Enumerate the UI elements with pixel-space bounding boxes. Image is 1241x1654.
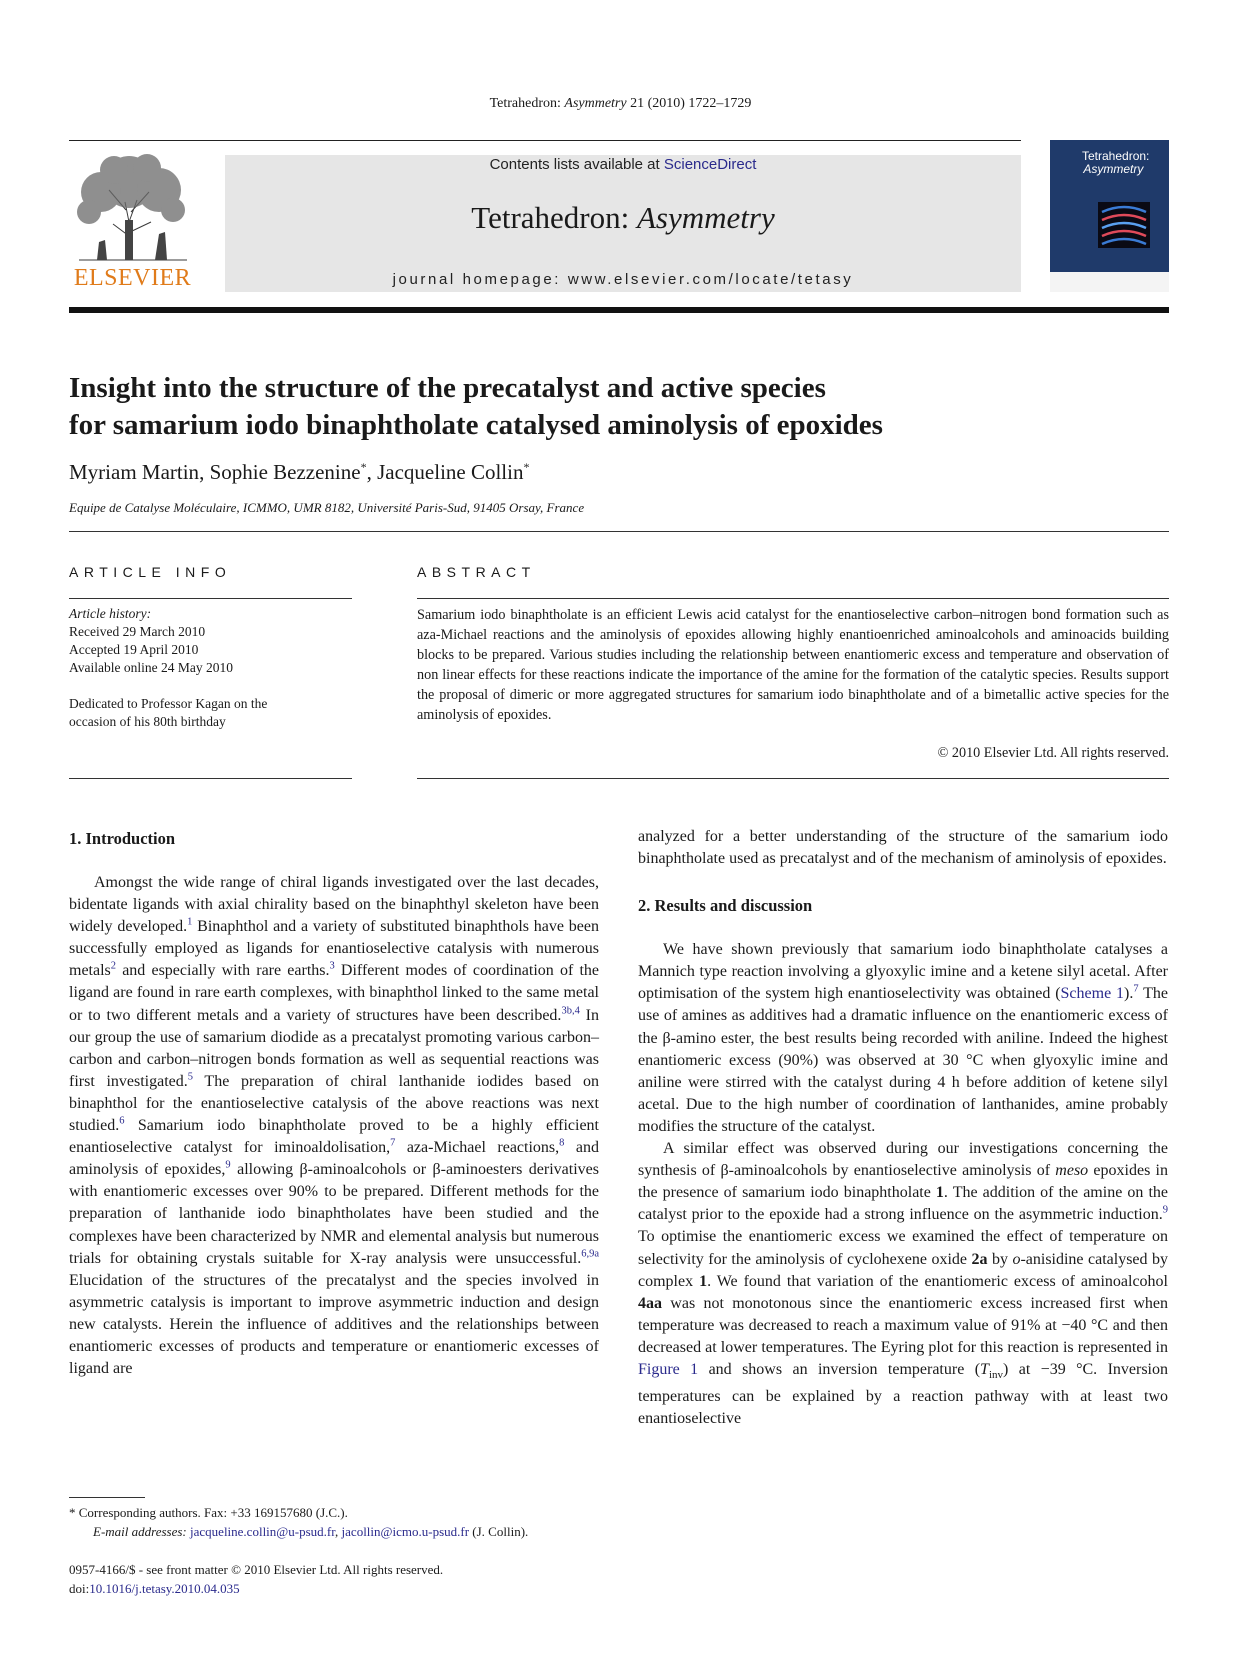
author-list: Myriam Martin, Sophie Bezzenine*, Jacqueline Collin* <box>69 460 530 484</box>
doi-link[interactable]: 10.1016/j.tetasy.2010.04.035 <box>89 1581 240 1596</box>
citation-link[interactable]: 6,9a <box>581 1248 599 1260</box>
citation-link[interactable]: 8 <box>559 1137 565 1149</box>
article-info-heading: ARTICLE INFO <box>69 564 232 580</box>
article-title: Insight into the structure of the precatalyst and active species for samarium iodo binaphtholate catalysed aminolysis of epoxides <box>69 372 883 441</box>
email-link[interactable]: jacqueline.collin@u-psud.fr <box>190 1524 336 1539</box>
elsevier-logo <box>69 152 196 292</box>
sciencedirect-link[interactable]: ScienceDirect <box>663 156 757 173</box>
article-info: Article history: Received 29 March 2010 Accepted 19 April 2010 Available online 24 May 2010 Dedicated to Professor Kagan on the occasion of his 80th birthday <box>69 606 268 729</box>
results-paragraph: A similar effect was observed during our investigations concerning the synthesis of β-aminoalcohols by enantioselective aminolysis of meso epoxides in the presence of samarium iodo binaphtholate 1. The addition of the amine on the catalyst prior to the epoxide had a strong influence on the asymmetric induction.$^9$ To optimise the enantiomeric excess we examined the effect of temperature on selectivity for the aminolysis of cyclohexene oxide 2a by o-anisidine catalysed by complex 1. We found that variation of the enantiomeric excess of aminoalcohol 4aa was not monotonous since the enantiomeric excess increased first when temperature was decreased to reach a maximum value of 91% at −40 °C and then decreased at lower temperatures. The Eyring plot for this reaction is represented in Figure 1 and shows an inversion temperature $(T_{inv})$ at −39 °C. Inversion temperatures can be explained by a reaction pathway with at least two enantioselective <box>638 1140 1169 1428</box>
divider <box>69 598 352 599</box>
citation-link[interactable]: 6 <box>119 1115 125 1127</box>
front-matter: 0957-4166/$ - see front matter © 2010 Elsevier Ltd. All rights reserved. doi:10.1016/j.tetasy.2010.04.035 <box>69 1562 444 1596</box>
affiliation: Equipe de Catalyse Moléculaire, ICMMO, UMR 8182, Université Paris-Sud, 91405 Orsay, France <box>69 500 585 515</box>
journal-citation: Tetrahedron: Asymmetry 21 (2010) 1722–1729 <box>489 96 752 111</box>
footnote-rule <box>69 1497 145 1498</box>
intro-paragraph: Amongst the wide range of chiral ligands investigated over the last decades, bidentate ligands with axial chirality based on the binaphthyl skeleton have been widely developed.$^1$ Binaphthol and a variety of substituted binaphthols have been successfully employed as ligands for enantioselective catalysis with numerous metals$^2$ and especially with rare earths.$^3$ Different modes of coordination of the ligand are found in rare earth complexes, with binaphthol linked to the same metal or to two different metals and a variety of structures have been described.$^{3b,4}$ In our group the use of samarium diodide as a precatalyst promoting various carbon–carbon and carbon–nitrogen bonds formation as well as sequential reactions was first investigated.$^5$ The preparation of chiral lanthanide iodides based on binaphthol for the enantioselective catalysis of the above reactions was next studied.$^6$ Samarium iodo binaphtholate proved to be a highly efficient enantioselective catalyst for iminoaldolisation,$^7$ aza-Michael reactions,$^8$ and aminolysis of epoxides,$^9$ allowing β-aminoalcohols or β-aminoesters derivatives with enantiomeric excesses over 90% to be prepared. Different methods for the preparation of lanthanide iodo binaphtholates have been studied and the complexes have been characterized by NMR and elemental analysis but numerous trials for obtaining crystals suitable for X-ray analysis were unsuccessful.$^{6,9a}$ Elucidation of the structures of the precatalyst and the species involved in asymmetric catalysis is important to improve asymmetric induction and design new catalysts. Herein the influence of additives and the relationships between enantiomeric excesses of products and temperature or enantiomeric excesses of ligand are <box>69 874 600 1378</box>
results-paragraph: We have shown previously that samarium iodo binaphtholate catalyses a Mannich type reaction involving a glyoxylic imine and a ketene silyl acetal. After optimisation of the system high enantioselectivity was obtained (Scheme 1).$^7$ The use of amines as additives had a dramatic influence on the enantiomeric excess of the β-amino ester, the best results being recorded with aniline. Indeed the highest enantiomeric excess (90%) was observed at 30 °C when glyoxylic imine and aniline were stirred with the catalyst during 4 h before addition of ketene silyl acetal. Due to the high number of coordination of lanthanides, amine probably modifies the structure of the catalyst. <box>638 941 1169 1135</box>
abstract-heading: ABSTRACT <box>417 564 536 580</box>
abstract-copyright: © 2010 Elsevier Ltd. All rights reserved. <box>937 745 1169 761</box>
divider <box>417 598 1169 599</box>
body-column-left <box>69 828 599 1380</box>
author-name: Sophie Bezzenine <box>209 460 361 484</box>
cover-title: Tetrahedron: Asymmetry <box>1082 149 1150 176</box>
author-name: Jacqueline Collin <box>377 460 524 484</box>
citation-link[interactable]: 5 <box>187 1071 194 1083</box>
journal-cover-thumbnail <box>1050 140 1169 292</box>
citation-link[interactable]: 2 <box>110 961 117 973</box>
citation-link[interactable]: 3 <box>329 961 335 973</box>
header-rule <box>69 140 1021 141</box>
scheme-link[interactable]: Scheme 1 <box>1060 985 1125 1003</box>
journal-homepage-link[interactable]: journal homepage: www.elsevier.com/locate/tetasy <box>392 271 854 288</box>
journal-masthead <box>225 155 1021 292</box>
author-name: Myriam Martin <box>69 460 200 484</box>
tree-icon <box>69 152 196 264</box>
divider <box>417 778 1169 779</box>
section-heading: 2. Results and discussion <box>638 896 813 916</box>
citation-link[interactable]: 7 <box>1133 984 1139 996</box>
elsevier-wordmark: ELSEVIER <box>73 265 192 291</box>
body-column-right <box>638 826 1168 1430</box>
divider <box>69 778 352 779</box>
corresponding-mark[interactable]: * <box>523 460 530 474</box>
citation-link[interactable]: 7 <box>390 1137 396 1149</box>
figure-link[interactable]: Figure 1 <box>638 1360 699 1378</box>
masthead-rule <box>69 307 1169 313</box>
abstract-text: Samarium iodo binaphtholate is an efficient Lewis acid catalyst for the enantioselective carbon–nitrogen bond formation such as aza-Michael reactions and the aminolysis of epoxides allowing highly enantioenriched aminoalcohols and aminoacids building blocks to be prepared. Various studies including the relationship between enantiomeric excess and temperature and observation of non linear effects for these reactions indicate the importance of the amine for the formation of the catalytic species. Results support the proposal of dimeric or more aggregated structures for samarium iodo binaphtholate and of a bimetallic active species for the aminolysis of epoxides. <box>417 607 1169 724</box>
cover-artwork <box>1098 202 1150 248</box>
journal-name: Tetrahedron: Asymmetry <box>471 200 775 235</box>
citation-link[interactable]: 9 <box>1162 1204 1168 1216</box>
citation-link[interactable]: 9 <box>225 1159 231 1171</box>
citation-link[interactable]: 1 <box>187 916 193 928</box>
divider <box>69 531 1169 532</box>
contents-line: Contents lists available at ScienceDirect <box>489 156 757 173</box>
intro-paragraph-continued: analyzed for a better understanding of the structure of the samarium iodo binaphtholate used as precatalyst and of the mechanism of aminolysis of epoxides. <box>638 828 1168 868</box>
corresponding-mark[interactable]: * <box>360 460 367 474</box>
email-link[interactable]: jacollin@icmo.u-psud.fr <box>341 1524 470 1539</box>
corresponding-footnote: * Corresponding authors. Fax: +33 169157680 (J.C.). E-mail addresses: jacqueline.collin@u-psud.fr, jacollin@icmo.u-psud.fr (J. Collin). <box>69 1505 529 1539</box>
section-heading: 1. Introduction <box>69 829 176 848</box>
citation-link[interactable]: 3b,4 <box>561 1005 580 1017</box>
